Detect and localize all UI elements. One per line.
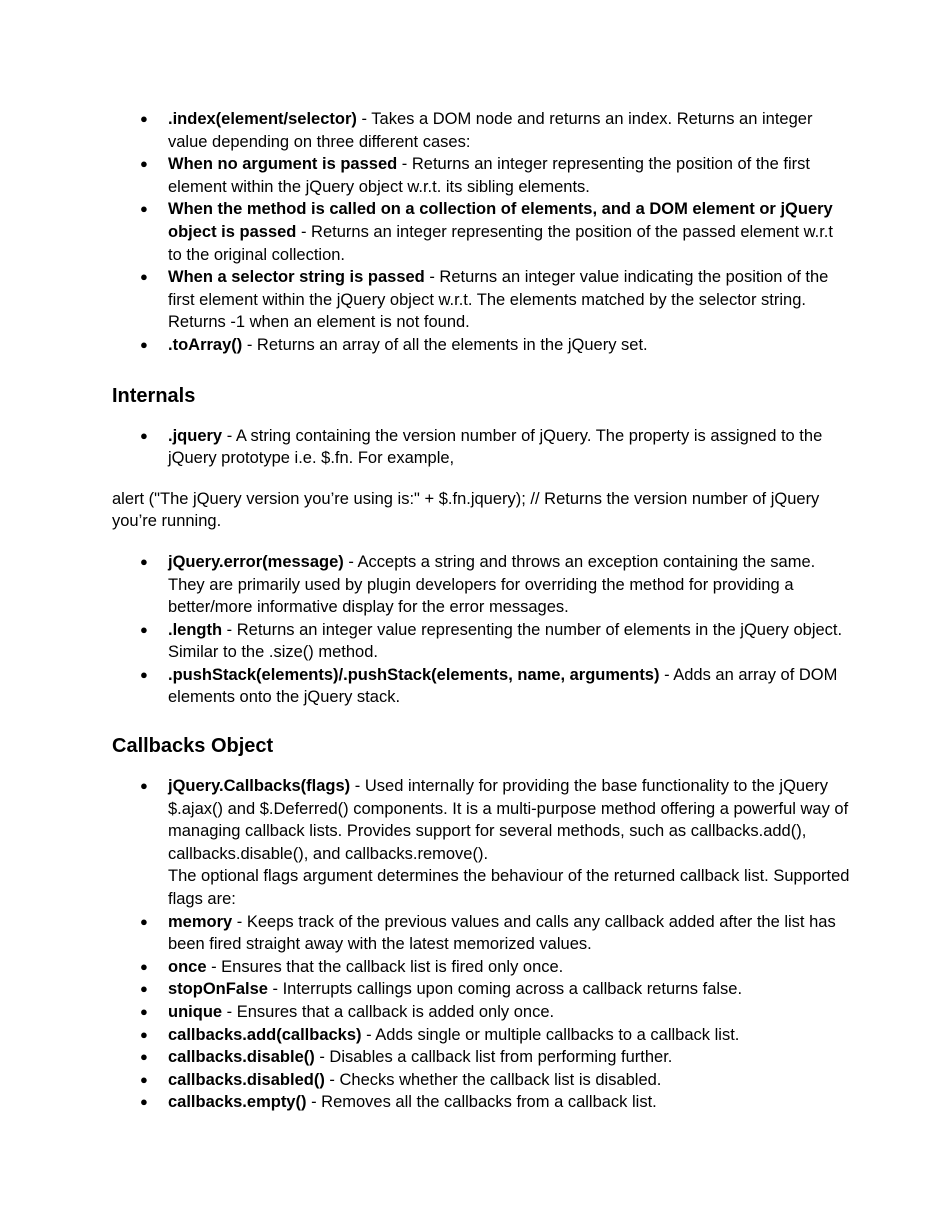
- internals-list-b: [112, 551, 850, 709]
- item-description: - Returns an integer value indicating the position of the first element within the jQuery object w.r.t. The elements matched by the selector string. Returns -1 when an element is not found.: [168, 268, 829, 332]
- list-item: [168, 425, 850, 470]
- item-description: - Removes all the callbacks from a callback list.: [306, 1093, 657, 1112]
- item-description: - Disables a callback list from performing further.: [314, 1048, 673, 1067]
- item-description: - Ensures that a callback is added only once.: [222, 1003, 555, 1021]
- item-term: When the method is called on a collection of elements, and a DOM element or jQuery object is passed: [168, 200, 833, 241]
- item-term: .toArray(): [168, 335, 243, 354]
- list-item: [168, 664, 850, 709]
- section-heading-callbacks: Callbacks Object: [112, 735, 274, 758]
- list-item: [168, 619, 850, 664]
- item-description: - Keeps track of the previous values and calls any callback added after the list has been fired straight away with the latest memorized values.: [168, 912, 836, 954]
- item-term: When a selector string is passed: [168, 268, 425, 287]
- list-item: [168, 1001, 850, 1024]
- item-description: - A string containing the version number of jQuery. The property is assigned to the jQuery prototype i.e. $.fn. For example,: [168, 426, 823, 468]
- list-item: [168, 775, 850, 911]
- list-item: [168, 1024, 850, 1047]
- item-term: callbacks.disabled(): [168, 1070, 325, 1089]
- item-term: .length: [168, 620, 223, 639]
- item-description: - Used internally for providing the base functionality to the jQuery $.ajax() and $.Deferred() components. It is a multi-purpose method offering a powerful way of managing callback lists. Provides support for several methods, such as callbacks.add(), callbacks.disable(), and callbacks.remove().: [168, 777, 849, 863]
- callbacks-list: [112, 775, 850, 1114]
- item-term: .jquery: [168, 426, 223, 445]
- item-term: jQuery.Callbacks(flags): [168, 777, 351, 796]
- item-term: callbacks.disable(): [168, 1048, 315, 1067]
- internals-list-a: [112, 425, 850, 470]
- item-description: - Interrupts callings upon coming across a callback returns false.: [267, 980, 743, 999]
- item-term: callbacks.add(callbacks): [168, 1025, 362, 1044]
- item-description: - Returns an integer representing the position of the first element within the jQuery object w.r.t. its sibling elements.: [168, 155, 810, 196]
- index-methods-list: [112, 108, 850, 357]
- list-item: [168, 153, 850, 198]
- list-item: [168, 978, 850, 1001]
- item-term: .index(element/selector): [168, 110, 357, 128]
- item-term: callbacks.empty(): [168, 1093, 307, 1112]
- list-item: [168, 198, 850, 266]
- section-heading-internals: Internals: [112, 384, 196, 407]
- code-example-paragraph: alert ("The jQuery version you’re using is:" + $.fn.jquery); // Returns the version number of jQuery you’re running.: [112, 489, 820, 531]
- item-description: - Accepts a string and throws an exception containing the same. They are primarily used by plugin developers for overriding the method for providing a better/more informative display for the error messages.: [168, 552, 816, 617]
- item-description: - Ensures that the callback list is fired only once.: [206, 957, 564, 976]
- item-term: When no argument is passed: [168, 155, 398, 174]
- item-term: .pushStack(elements)/.pushStack(elements, name, arguments): [168, 665, 660, 684]
- item-description: - Adds an array of DOM elements onto the jQuery stack.: [168, 665, 838, 707]
- list-item: [168, 1046, 850, 1069]
- item-term: stopOnFalse: [168, 980, 268, 999]
- item-term: memory: [168, 912, 233, 931]
- item-description: - Takes a DOM node and returns an index. Returns an integer value depending on three different cases:: [168, 110, 813, 151]
- item-description: - Checks whether the callback list is disabled.: [324, 1070, 662, 1089]
- item-term: jQuery.error(message): [168, 552, 344, 571]
- item-description: - Adds single or multiple callbacks to a callback list.: [361, 1025, 740, 1044]
- list-item: [168, 334, 850, 357]
- item-description: - Returns an integer value representing the number of elements in the jQuery object. Similar to the .size() method.: [168, 620, 843, 662]
- list-item: [168, 1091, 850, 1114]
- item-term: once: [168, 957, 207, 976]
- item-description: - Returns an array of all the elements in the jQuery set.: [242, 335, 648, 354]
- item-description: - Returns an integer representing the position of the passed element w.r.t to the original collection.: [168, 222, 833, 264]
- list-item: [168, 911, 850, 956]
- list-item: [168, 108, 850, 153]
- list-item: [168, 551, 850, 619]
- list-item: [168, 266, 850, 334]
- list-item: [168, 1069, 850, 1092]
- item-continuation: The optional flags argument determines the behaviour of the returned callback list. Supported flags are:: [168, 867, 850, 909]
- item-term: unique: [168, 1003, 223, 1021]
- list-item: [168, 956, 850, 979]
